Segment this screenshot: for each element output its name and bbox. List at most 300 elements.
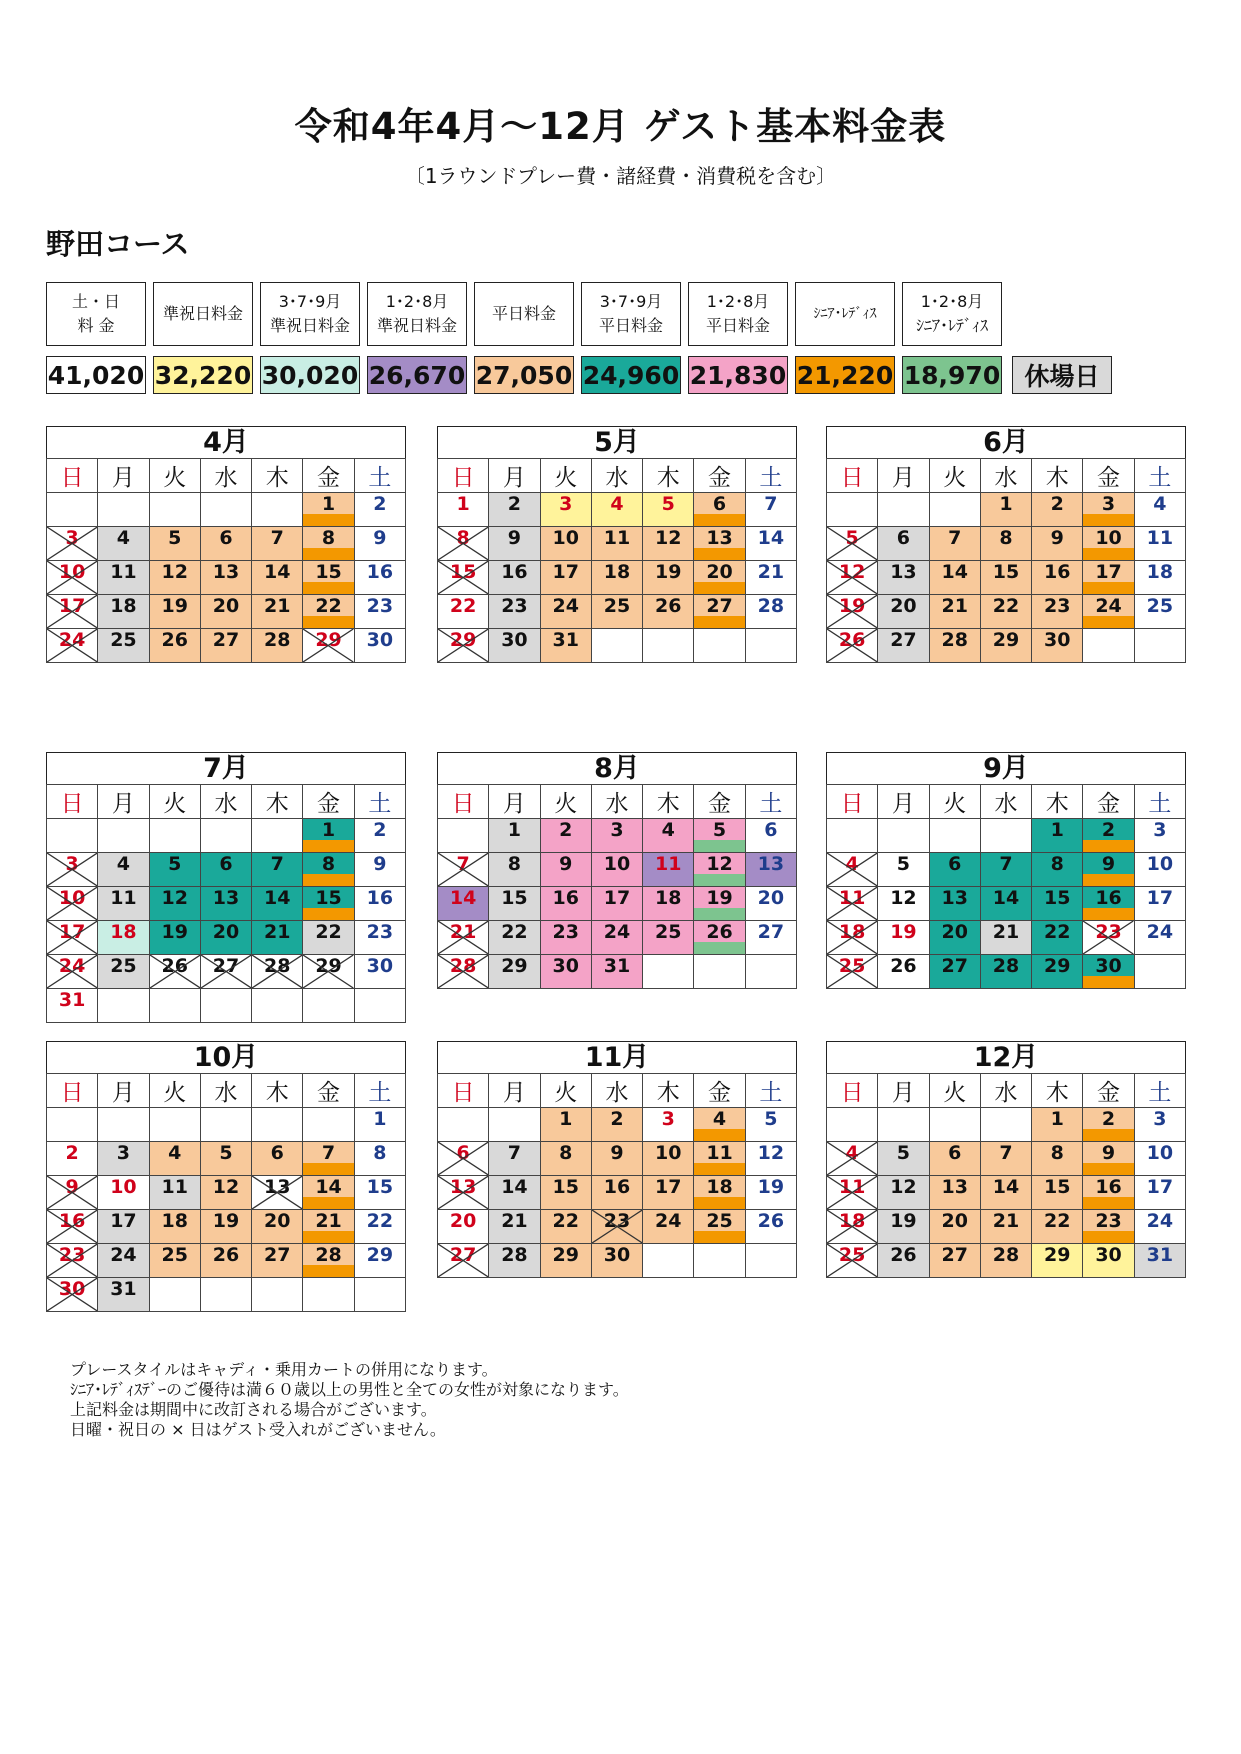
day-cell xyxy=(489,1142,540,1176)
legend-price: 41,020 xyxy=(46,356,146,394)
day-cell xyxy=(354,1210,405,1244)
day-cell xyxy=(354,629,405,663)
month-calendar xyxy=(437,752,797,989)
day-number: 31 xyxy=(1146,1244,1174,1266)
day-cell xyxy=(591,493,642,527)
weekday-header: 土 xyxy=(1134,459,1185,493)
day-number: 23 xyxy=(552,921,579,943)
senior-rate-bar xyxy=(694,908,744,920)
day-cell xyxy=(540,1244,591,1278)
empty-cell xyxy=(47,1108,98,1142)
note-line: プレースタイルはキャディ・乗用カートの併用になります。 xyxy=(70,1360,498,1379)
day-cell xyxy=(643,1108,694,1142)
day-number: 4 xyxy=(168,1142,182,1164)
day-number: 23 xyxy=(1095,921,1122,943)
empty-cell xyxy=(252,819,303,853)
day-cell xyxy=(303,819,354,853)
month-calendar xyxy=(437,426,797,663)
day-cell xyxy=(1083,955,1134,989)
day-number: 19 xyxy=(890,1210,917,1232)
day-cell xyxy=(591,1210,642,1244)
day-cell xyxy=(1032,561,1083,595)
day-cell xyxy=(591,887,642,921)
day-number: 19 xyxy=(838,595,866,617)
day-number: 14 xyxy=(264,887,291,909)
day-number: 2 xyxy=(1101,1108,1116,1130)
day-number: 12 xyxy=(757,1142,785,1164)
day-cell xyxy=(489,921,540,955)
day-number: 22 xyxy=(992,595,1020,617)
no-guest-x-icon xyxy=(438,629,488,662)
day-number: 6 xyxy=(764,819,778,841)
day-cell xyxy=(694,853,745,887)
empty-cell xyxy=(745,629,796,663)
legend-price: 24,960 xyxy=(581,356,681,394)
day-number: 18 xyxy=(161,1210,188,1232)
day-cell xyxy=(149,921,200,955)
day-number: 10 xyxy=(603,853,631,875)
day-number: 10 xyxy=(110,1176,137,1198)
day-number: 9 xyxy=(1101,853,1116,875)
day-cell xyxy=(1134,595,1185,629)
day-cell xyxy=(149,527,200,561)
day-number: 9 xyxy=(507,527,522,549)
day-number: 14 xyxy=(501,1176,528,1198)
day-cell xyxy=(303,853,354,887)
senior-rate-bar xyxy=(1083,1129,1133,1141)
day-cell xyxy=(591,921,642,955)
day-number: 12 xyxy=(212,1176,240,1198)
day-cell xyxy=(878,561,929,595)
day-cell xyxy=(827,887,878,921)
day-cell xyxy=(980,527,1031,561)
weekday-header: 火 xyxy=(540,785,591,819)
day-number: 20 xyxy=(212,921,240,943)
senior-rate-bar xyxy=(694,582,744,594)
day-number: 24 xyxy=(1146,921,1174,943)
day-cell xyxy=(745,561,796,595)
day-number: 21 xyxy=(992,921,1020,943)
day-number: 11 xyxy=(161,1176,188,1198)
day-cell xyxy=(980,629,1031,663)
day-number: 28 xyxy=(315,1244,342,1266)
weekday-header: 火 xyxy=(929,459,980,493)
month-title: 7月 xyxy=(46,752,406,784)
weekday-header: 月 xyxy=(98,785,149,819)
day-number: 15 xyxy=(366,1176,394,1198)
day-cell xyxy=(643,819,694,853)
day-number: 23 xyxy=(366,921,394,943)
day-number: 4 xyxy=(661,819,675,841)
day-cell xyxy=(252,955,303,989)
day-number: 8 xyxy=(321,527,336,549)
day-number: 29 xyxy=(1044,955,1071,977)
empty-cell xyxy=(438,819,489,853)
weekday-header: 月 xyxy=(878,459,929,493)
day-number: 13 xyxy=(706,527,733,549)
month-calendar xyxy=(46,1041,406,1312)
day-number: 11 xyxy=(838,887,866,909)
day-cell xyxy=(303,527,354,561)
day-number: 11 xyxy=(603,527,631,549)
day-cell xyxy=(929,887,980,921)
empty-cell xyxy=(354,989,405,1023)
day-cell xyxy=(47,921,98,955)
senior-rate-bar xyxy=(694,1197,744,1209)
day-cell xyxy=(929,561,980,595)
day-cell xyxy=(1134,1142,1185,1176)
day-cell xyxy=(694,1142,745,1176)
day-cell xyxy=(878,1244,929,1278)
day-number: 29 xyxy=(552,1244,579,1266)
day-number: 20 xyxy=(941,921,968,943)
weekday-header: 土 xyxy=(354,1074,405,1108)
legend-label: 1･2･8月 準祝日料金 xyxy=(367,282,467,346)
no-guest-x-icon xyxy=(252,1176,302,1209)
day-number: 26 xyxy=(212,1244,240,1266)
day-number: 10 xyxy=(1146,1142,1174,1164)
day-number: 30 xyxy=(366,629,394,651)
no-guest-x-icon xyxy=(438,955,488,988)
weekday-header: 水 xyxy=(980,459,1031,493)
day-number: 15 xyxy=(552,1176,579,1198)
no-guest-x-icon xyxy=(47,1176,97,1209)
empty-cell xyxy=(929,1108,980,1142)
day-number: 29 xyxy=(315,629,342,651)
day-number: 4 xyxy=(116,853,131,875)
day-cell xyxy=(591,853,642,887)
day-cell xyxy=(149,595,200,629)
weekday-header: 木 xyxy=(252,459,303,493)
notes xyxy=(70,1360,629,1440)
day-number: 15 xyxy=(315,561,342,583)
day-number: 23 xyxy=(58,1244,86,1266)
day-number: 26 xyxy=(161,629,188,651)
day-cell xyxy=(1083,887,1134,921)
day-number: 28 xyxy=(992,955,1020,977)
day-cell xyxy=(980,1244,1031,1278)
day-cell xyxy=(489,1210,540,1244)
day-cell xyxy=(591,1244,642,1278)
no-guest-x-icon xyxy=(47,887,97,920)
day-number: 27 xyxy=(212,629,240,651)
legend-label: 土・日 料 金 xyxy=(46,282,146,346)
no-guest-x-icon xyxy=(827,1176,877,1209)
page-title: 令和4年4月〜12月 ゲスト基本料金表 xyxy=(294,105,947,148)
day-cell xyxy=(1134,1244,1185,1278)
day-number: 8 xyxy=(456,527,470,549)
day-cell xyxy=(980,595,1031,629)
day-number: 24 xyxy=(58,955,86,977)
day-cell xyxy=(354,1176,405,1210)
day-number: 11 xyxy=(655,853,682,875)
day-number: 2 xyxy=(1050,493,1064,515)
day-number: 30 xyxy=(366,955,394,977)
day-number: 2 xyxy=(65,1142,79,1164)
day-number: 11 xyxy=(838,1176,866,1198)
empty-cell xyxy=(878,493,929,527)
day-number: 31 xyxy=(603,955,631,977)
day-cell xyxy=(98,561,149,595)
senior-rate-bar xyxy=(694,942,744,954)
day-cell xyxy=(827,955,878,989)
senior-rate-bar xyxy=(303,1265,353,1277)
weekday-header: 金 xyxy=(1083,459,1134,493)
legend-label: 3･7･9月 平日料金 xyxy=(581,282,681,346)
day-number: 27 xyxy=(941,1244,968,1266)
day-number: 26 xyxy=(655,595,682,617)
weekday-header: 土 xyxy=(1134,785,1185,819)
day-cell xyxy=(827,595,878,629)
day-number: 22 xyxy=(366,1210,394,1232)
day-number: 21 xyxy=(264,595,291,617)
empty-cell xyxy=(929,493,980,527)
day-cell xyxy=(540,1142,591,1176)
day-number: 9 xyxy=(373,527,387,549)
day-cell xyxy=(745,1176,796,1210)
day-number: 8 xyxy=(507,853,522,875)
weekday-header: 木 xyxy=(1032,785,1083,819)
day-number: 17 xyxy=(552,561,579,583)
no-guest-x-icon xyxy=(47,853,97,886)
day-cell xyxy=(303,561,354,595)
day-cell xyxy=(745,887,796,921)
day-cell xyxy=(827,629,878,663)
day-cell xyxy=(1134,853,1185,887)
empty-cell xyxy=(149,1108,200,1142)
day-cell xyxy=(540,887,591,921)
senior-rate-bar xyxy=(1083,514,1133,526)
day-number: 17 xyxy=(58,595,86,617)
day-number: 29 xyxy=(366,1244,394,1266)
day-number: 3 xyxy=(559,493,573,515)
no-guest-x-icon xyxy=(47,921,97,954)
senior-rate-bar xyxy=(1083,582,1133,594)
day-cell xyxy=(1134,819,1185,853)
day-number: 25 xyxy=(1146,595,1174,617)
day-number: 16 xyxy=(501,561,528,583)
day-number: 10 xyxy=(655,1142,682,1164)
senior-rate-bar xyxy=(1083,976,1133,988)
empty-cell xyxy=(252,989,303,1023)
day-number: 12 xyxy=(838,561,866,583)
day-cell xyxy=(149,1244,200,1278)
day-cell xyxy=(643,595,694,629)
weekday-header: 水 xyxy=(980,1074,1031,1108)
legend-price: 21,830 xyxy=(688,356,788,394)
day-number: 20 xyxy=(212,595,240,617)
day-number: 3 xyxy=(1153,819,1167,841)
day-number: 19 xyxy=(212,1210,240,1232)
empty-cell xyxy=(303,1108,354,1142)
day-number: 1 xyxy=(456,493,470,515)
day-cell xyxy=(1083,853,1134,887)
day-cell xyxy=(1083,1176,1134,1210)
day-cell xyxy=(303,1210,354,1244)
month-calendar xyxy=(46,752,406,1023)
day-cell xyxy=(745,527,796,561)
day-number: 18 xyxy=(110,595,137,617)
day-cell xyxy=(694,561,745,595)
day-cell xyxy=(1032,1142,1083,1176)
day-number: 1 xyxy=(321,493,336,515)
day-number: 18 xyxy=(655,887,682,909)
day-cell xyxy=(149,1176,200,1210)
day-number: 3 xyxy=(1101,493,1116,515)
day-cell xyxy=(354,595,405,629)
senior-rate-bar xyxy=(303,1197,353,1209)
day-number: 5 xyxy=(168,853,182,875)
day-cell xyxy=(98,853,149,887)
day-number: 5 xyxy=(896,1142,911,1164)
month-title: 10月 xyxy=(46,1041,406,1073)
no-guest-x-icon xyxy=(47,955,97,988)
day-number: 9 xyxy=(65,1176,79,1198)
empty-cell xyxy=(200,1278,251,1312)
day-number: 11 xyxy=(110,561,137,583)
weekday-header: 水 xyxy=(200,459,251,493)
day-number: 1 xyxy=(1050,1108,1064,1130)
day-cell xyxy=(438,629,489,663)
day-cell xyxy=(47,1244,98,1278)
day-number: 21 xyxy=(449,921,477,943)
weekday-header: 金 xyxy=(303,1074,354,1108)
day-cell xyxy=(591,1142,642,1176)
day-number: 16 xyxy=(603,1176,631,1198)
day-number: 20 xyxy=(757,887,785,909)
day-cell xyxy=(200,1210,251,1244)
weekday-header: 金 xyxy=(303,785,354,819)
senior-rate-bar xyxy=(1083,1231,1133,1243)
empty-cell xyxy=(47,493,98,527)
no-guest-x-icon xyxy=(47,1210,97,1243)
day-cell xyxy=(354,819,405,853)
day-cell xyxy=(47,629,98,663)
day-cell xyxy=(1032,853,1083,887)
empty-cell xyxy=(489,1108,540,1142)
day-number: 13 xyxy=(890,561,917,583)
empty-cell xyxy=(303,989,354,1023)
day-number: 19 xyxy=(706,887,733,909)
weekday-header: 金 xyxy=(303,459,354,493)
day-cell xyxy=(878,1142,929,1176)
weekday-header: 木 xyxy=(1032,1074,1083,1108)
day-cell xyxy=(98,595,149,629)
day-number: 8 xyxy=(999,527,1013,549)
day-number: 8 xyxy=(1050,853,1064,875)
day-number: 27 xyxy=(706,595,733,617)
day-number: 2 xyxy=(373,819,387,841)
day-number: 12 xyxy=(161,561,188,583)
day-number: 20 xyxy=(264,1210,291,1232)
day-number: 7 xyxy=(270,527,284,549)
day-cell xyxy=(980,1176,1031,1210)
day-cell xyxy=(1083,819,1134,853)
day-cell xyxy=(354,1244,405,1278)
day-cell xyxy=(1032,1108,1083,1142)
day-number: 3 xyxy=(65,527,79,549)
day-number: 10 xyxy=(1146,853,1174,875)
day-number: 2 xyxy=(373,493,387,515)
day-number: 22 xyxy=(449,595,477,617)
month-title: 4月 xyxy=(46,426,406,458)
weekday-header: 日 xyxy=(47,1074,98,1108)
weekday-header: 火 xyxy=(929,1074,980,1108)
month-calendar xyxy=(826,426,1186,663)
senior-rate-bar xyxy=(1083,908,1133,920)
weekday-header: 木 xyxy=(252,1074,303,1108)
day-number: 30 xyxy=(1095,955,1122,977)
legend-label: 平日料金 xyxy=(474,282,574,346)
senior-rate-bar xyxy=(1083,874,1133,886)
weekday-header: 火 xyxy=(929,785,980,819)
day-cell xyxy=(540,921,591,955)
day-number: 7 xyxy=(948,527,962,549)
day-cell xyxy=(540,527,591,561)
weekday-header: 日 xyxy=(827,459,878,493)
empty-cell xyxy=(98,493,149,527)
weekday-header: 木 xyxy=(643,785,694,819)
day-cell xyxy=(591,1176,642,1210)
day-number: 24 xyxy=(552,595,579,617)
day-cell xyxy=(643,853,694,887)
day-cell xyxy=(98,527,149,561)
day-number: 25 xyxy=(838,955,866,977)
empty-cell xyxy=(980,819,1031,853)
day-cell xyxy=(200,527,251,561)
day-cell xyxy=(200,1176,251,1210)
weekday-header: 木 xyxy=(643,1074,694,1108)
senior-rate-bar xyxy=(694,548,744,560)
day-number: 2 xyxy=(507,493,522,515)
weekday-header: 木 xyxy=(252,785,303,819)
day-number: 19 xyxy=(890,921,917,943)
day-cell xyxy=(489,955,540,989)
day-number: 9 xyxy=(1101,1142,1116,1164)
day-cell xyxy=(354,955,405,989)
day-cell xyxy=(878,595,929,629)
day-cell xyxy=(47,595,98,629)
empty-cell xyxy=(149,1278,200,1312)
day-cell xyxy=(47,527,98,561)
weekday-header: 日 xyxy=(47,785,98,819)
page-subtitle: 〔1ラウンドプレー費・諸経費・消費税を含む〕 xyxy=(404,164,837,188)
day-cell xyxy=(252,595,303,629)
day-number: 18 xyxy=(706,1176,733,1198)
day-number: 20 xyxy=(890,595,917,617)
no-guest-x-icon xyxy=(1083,921,1133,954)
empty-cell xyxy=(591,629,642,663)
day-cell xyxy=(827,921,878,955)
legend-price: 21,220 xyxy=(795,356,895,394)
day-number: 5 xyxy=(168,527,182,549)
day-cell xyxy=(1134,561,1185,595)
weekday-header: 日 xyxy=(438,459,489,493)
weekday-header: 土 xyxy=(745,785,796,819)
day-cell xyxy=(438,595,489,629)
weekday-header: 金 xyxy=(1083,785,1134,819)
day-number: 16 xyxy=(58,1210,86,1232)
day-number: 27 xyxy=(941,955,968,977)
day-number: 13 xyxy=(212,561,240,583)
day-number: 24 xyxy=(603,921,631,943)
day-number: 16 xyxy=(366,887,394,909)
no-guest-x-icon xyxy=(201,955,251,988)
day-number: 23 xyxy=(603,1210,631,1232)
day-cell xyxy=(1134,921,1185,955)
day-number: 26 xyxy=(838,629,866,651)
day-cell xyxy=(591,1108,642,1142)
